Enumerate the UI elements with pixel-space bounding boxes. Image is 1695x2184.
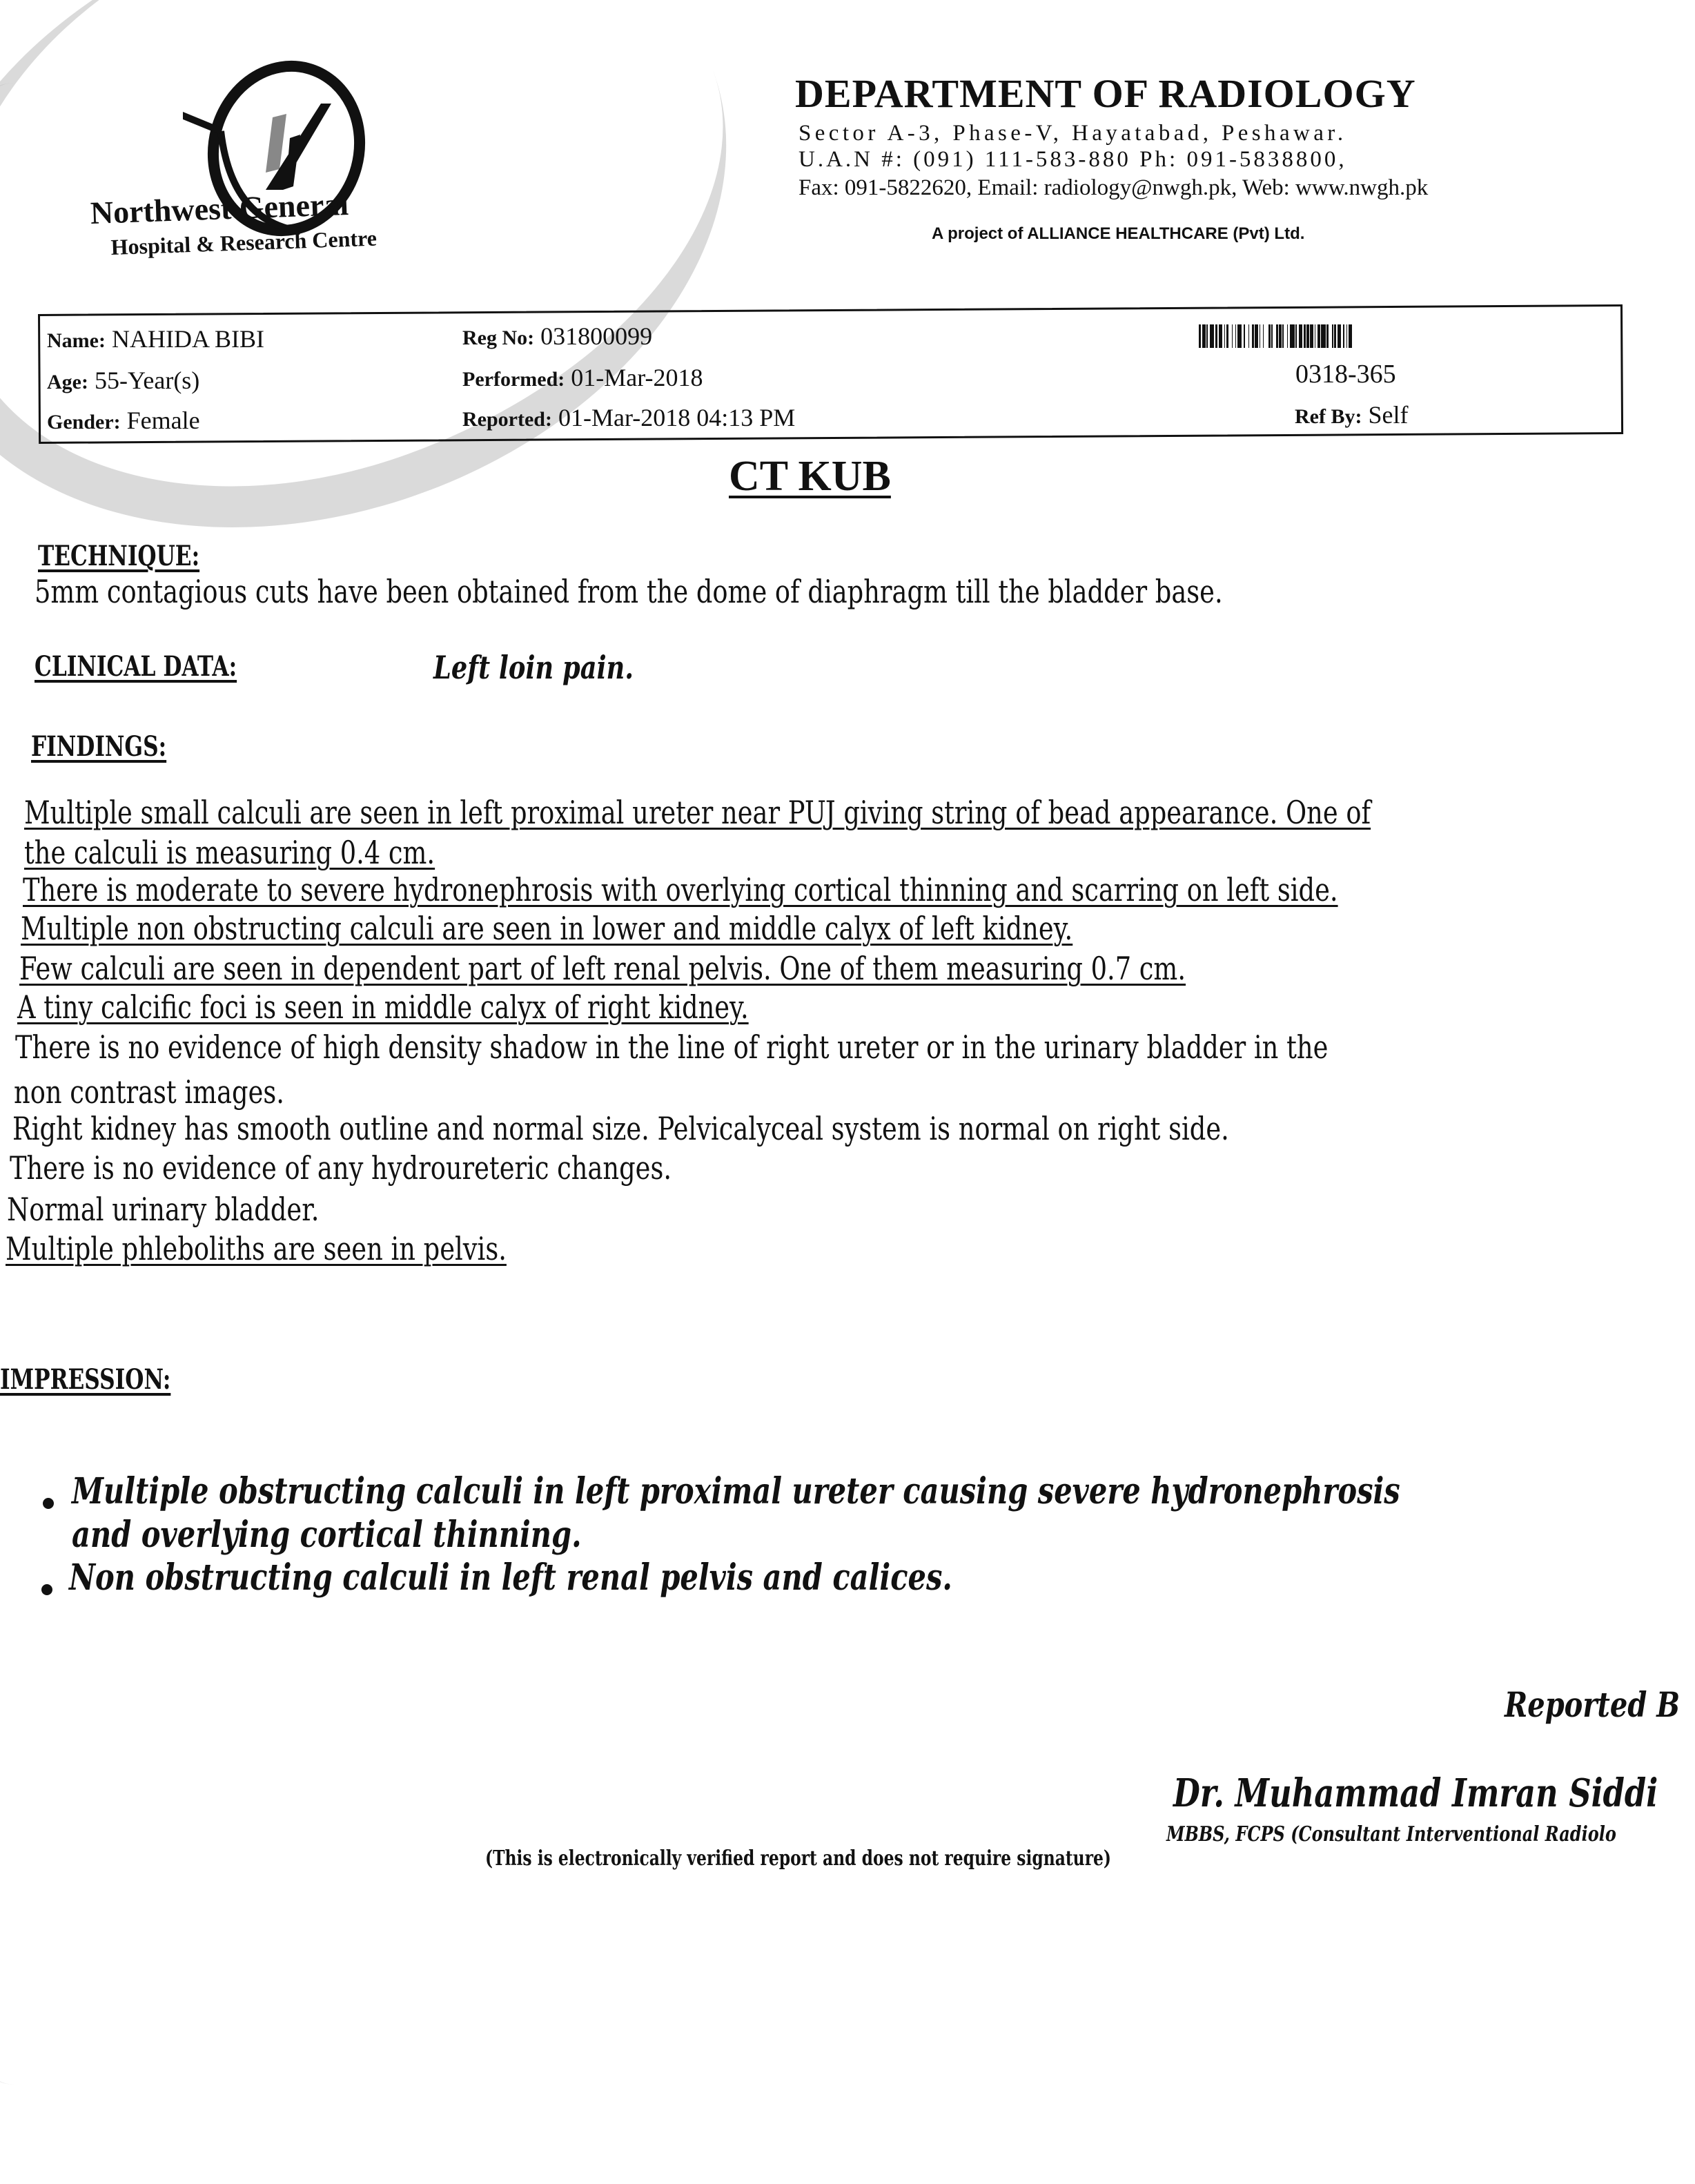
- finding-line: Right kidney has smooth outline and normal size. Pelvicalyceal system is normal on right side.: [12, 1110, 1229, 1147]
- patient-name-field: [47, 324, 264, 353]
- barcode-number: 0318-365: [1295, 360, 1396, 389]
- reported-datetime: 01-Mar-2018 04:13 PM: [558, 404, 796, 431]
- finding-line: the calculi is measuring 0.4 cm.: [24, 834, 435, 871]
- contact-line: Fax: 091-5822620, Email: radiology@nwgh.pk, Web: www.nwgh.pk: [798, 175, 1429, 200]
- clinical-data-text: Left loin pain.: [433, 649, 634, 686]
- gender-label: Gender:: [47, 411, 121, 433]
- finding-line: Multiple non obstructing calculi are seen in lower and middle calyx of left kidney.: [21, 910, 1073, 947]
- ref-label: Ref By:: [1295, 405, 1362, 428]
- ref-by: Self: [1368, 401, 1409, 429]
- age-label: Age:: [47, 371, 88, 393]
- barcode-bar: [1352, 324, 1353, 348]
- patient-gender-field: [47, 406, 200, 435]
- finding-line: There is no evidence of any hydroureteric changes.: [10, 1149, 672, 1187]
- reg-label: Reg No:: [462, 326, 535, 349]
- hospital-name: Northwest General: [90, 186, 349, 231]
- ref-by-field: [1295, 400, 1408, 429]
- finding-line: There is no evidence of high density shadow in the line of right ureter or in the urinary bladder in the: [15, 1028, 1329, 1066]
- barcode: [1199, 324, 1516, 348]
- address-line: Sector A-3, Phase-V, Hayatabad, Peshawar.: [798, 121, 1347, 146]
- performed-label: Performed:: [462, 368, 565, 391]
- doctor-credentials: MBBS, FCPS (Consultant Interventional Radiolo: [1166, 1822, 1616, 1846]
- doctor-name: Dr. Muhammad Imran Siddi: [1173, 1771, 1658, 1816]
- findings-heading: FINDINGS:: [31, 730, 167, 763]
- patient-age-field: [47, 366, 199, 395]
- finding-line: Normal urinary bladder.: [7, 1191, 320, 1228]
- technique-text: 5mm contagious cuts have been obtained from the dome of diaphragm till the bladder base.: [35, 573, 1223, 610]
- clinical-data-heading: CLINICAL DATA:: [35, 650, 237, 683]
- finding-line: There is moderate to severe hydronephrosis with overlying cortical thinning and scarring on left side.: [23, 871, 1338, 908]
- performed-date: 01-Mar-2018: [571, 364, 703, 391]
- patient-age: 55-Year(s): [94, 367, 200, 394]
- finding-line: non contrast images.: [14, 1073, 284, 1111]
- impression-line: Non obstructing calculi in left renal pelvis and calices.: [69, 1557, 952, 1599]
- finding-line: Multiple phleboliths are seen in pelvis.: [6, 1230, 507, 1267]
- reported-field: [462, 403, 795, 432]
- impression-line: Multiple obstructing calculi in left proximal ureter causing severe hydronephrosis: [72, 1470, 1400, 1512]
- verification-note: (This is electronically verified report and does not require signature): [485, 1846, 1111, 1871]
- impression-line: and overlying cortical thinning.: [72, 1514, 582, 1556]
- hospital-subtitle: Hospital & Research Centre: [110, 225, 378, 260]
- phone-line: U.A.N #: (091) 111-583-880 Ph: 091-5838800,: [798, 147, 1347, 172]
- report-title: CT KUB: [729, 453, 891, 500]
- reported-label: Reported:: [462, 408, 552, 431]
- finding-line: Few calculi are seen in dependent part of left renal pelvis. One of them measuring 0.7 cm.: [19, 950, 1186, 987]
- reg-no-field: [462, 322, 652, 351]
- reported-by-label: Reported B: [1505, 1684, 1681, 1725]
- department-title: DEPARTMENT OF RADIOLOGY: [795, 71, 1416, 116]
- impression-heading: IMPRESSION:: [0, 1363, 171, 1396]
- bullet-icon: [41, 1584, 52, 1595]
- finding-line: Multiple small calculi are seen in left proximal ureter near PUJ giving string of bead appearance. One of: [24, 794, 1371, 831]
- patient-name: NAHIDA BIBI: [111, 325, 264, 353]
- finding-line: A tiny calcific foci is seen in middle calyx of right kidney.: [17, 988, 749, 1026]
- project-line: A project of ALLIANCE HEALTHCARE (Pvt) Ltd.: [932, 224, 1305, 243]
- name-label: Name:: [47, 329, 106, 352]
- technique-heading: TECHNIQUE:: [38, 540, 200, 572]
- performed-field: [462, 363, 703, 392]
- reg-no: 031800099: [540, 322, 653, 350]
- bullet-icon: [43, 1498, 54, 1509]
- patient-gender: Female: [126, 407, 200, 434]
